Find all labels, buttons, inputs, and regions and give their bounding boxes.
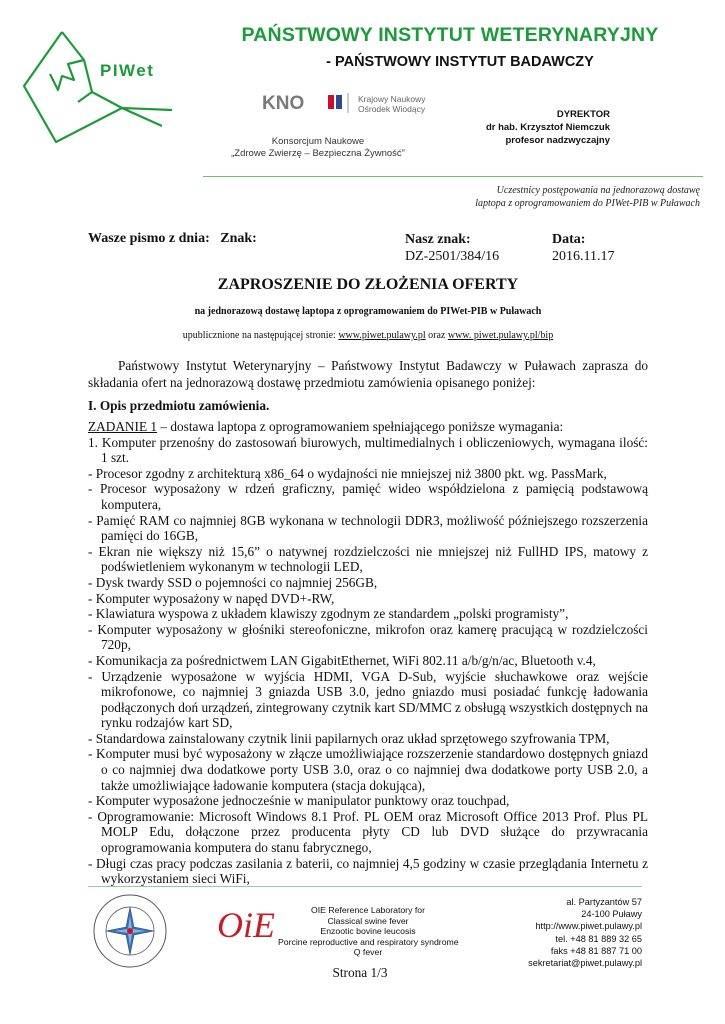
consortium-line-2: „Zdrowe Zwierzę – Bezpieczna Żywność”: [231, 148, 405, 159]
sign-label: Znak:: [220, 231, 257, 246]
published-prefix: upublicznione na następującej stronie:: [182, 330, 336, 341]
kno-logo-bar-blue: [336, 95, 342, 109]
header-divider: [203, 176, 703, 177]
letter-reference: [88, 231, 257, 247]
list-item: - Standardowa zainstalowany czytnik linii papilarnych oraz układ sprzętowego szyfrowania TPM,: [88, 730, 610, 746]
kno-logo-text: KNO: [262, 93, 305, 114]
link-bip[interactable]: www. piwet.pulawy.pl/bip: [447, 330, 554, 341]
oie-line: Classical swine fever: [327, 915, 409, 926]
address-fax: faks +48 81 887 71 00: [550, 945, 642, 956]
oie-line: Q fever: [353, 947, 383, 958]
address-email[interactable]: sekretariat@piwet.pulawy.pl: [528, 958, 642, 969]
our-sign-value: DZ-2501/384/16: [405, 249, 500, 264]
address-city: 24-100 Puławy: [581, 909, 642, 920]
list-item: - Oprogramowanie: Microsoft Windows 8.1 Prof. PL OEM oraz Microsoft Office 2013 Prof. Plus PL MOLP Edu, dołączone przez producenta płyty CD lub DVD służące do przywracania oprogramowania komputera do stanu fabrycznego,: [88, 808, 648, 856]
oie-logo: [215, 905, 283, 945]
oie-reference-list: [278, 905, 459, 958]
date-label: Data:: [552, 232, 586, 247]
director-title: profesor nadzwyczajny: [505, 135, 610, 146]
published-line: [88, 330, 648, 341]
date-block: [552, 231, 614, 265]
list-item: - Komputer wyposażony w napęd DVD+-RW,: [88, 590, 335, 606]
oie-line: Enzootic bovine leucosis: [320, 926, 416, 937]
recipient-line-1: Uczestnicy postępowania na jednorazową dostawę: [496, 185, 700, 196]
piwet-logo-text: PIWet: [100, 61, 155, 80]
list-item: - Procesor zgodny z architekturą x86_64 o wydajności nie mniejszej niż 3800 pkt. wg. PassMark,: [88, 465, 607, 481]
list-item: - Urządzenie wyposażone w wyjścia HDMI, VGA D-Sub, wyjście słuchawkowe oraz wejście mikrofonowe, co najmniej 3 gniazda USB 3.0, jedno gniazdo musi posiadać funkcję ładowania podłączonych doń urządzeń, zintegrowany czytnik kart SD/MMC z obsługą wszystkich dostępnych na rynku rodzajów kart SD,: [88, 668, 648, 731]
list-item: - Dysk twardy SSD o pojemności co najmniej 256GB,: [88, 574, 378, 590]
director-role: DYREKTOR: [556, 109, 610, 120]
letter-date-label: Wasze pismo z dnia:: [88, 231, 210, 246]
document-subtitle: na jednorazową dostawę laptopa z oprogramowaniem do PIWet-PIB w Puławach: [194, 306, 542, 317]
page-number: Strona 1/3: [332, 965, 388, 980]
address-block: [490, 896, 642, 969]
list-item: 1. Komputer przenośny do zastosowań biurowych, multimedialnych i obliczeniowych, wymagana ilość: 1 szt.: [88, 434, 648, 466]
task-heading: [88, 419, 648, 435]
piwet-logo: [22, 30, 202, 150]
intro-paragraph: [88, 357, 648, 391]
list-item: - Pamięć RAM co najmniej 8GB wykonana w technologii DDR3, możliwość późniejszego rozszerzenia pamięci do 16GB,: [88, 512, 648, 544]
list-item: - Komputer wyposażone jednocześnie w manipulator punktowy oraz touchpad,: [88, 793, 510, 809]
kno-logo-bar-red: [328, 95, 334, 109]
recipient-line-2: laptopa z oprogramowaniem do PIWet-PIB w Puławach: [475, 198, 700, 209]
document-title: ZAPROSZENIE DO ZŁOŻENIA OFERTY: [217, 276, 519, 293]
date-value: 2016.11.17: [552, 249, 615, 264]
oie-line: OIE Reference Laboratory for: [311, 905, 425, 915]
oie-line: Porcine reproductive and respiratory syndrome: [278, 936, 459, 947]
link-piwet[interactable]: www.piwet.pulawy.pl: [338, 330, 426, 341]
kno-logo: [262, 91, 354, 115]
our-sign-label: Nasz znak:: [405, 232, 471, 247]
address-street: al. Partyzantów 57: [566, 897, 642, 907]
published-conj: oraz: [428, 330, 446, 341]
list-item: - Komputer musi być wyposażony w złącze umożliwiające rozszerzenie standardowo dostępnych gniazd o co najmniej dwa dodatkowe porty USB 3.0, oraz o co najmniej dwa dodatkowe porty USB 2.0, a także umożliwiające ładowanie komputera (stacja dokująca),: [88, 746, 648, 793]
director-name: dr hab. Krzysztof Niemczuk: [485, 122, 610, 133]
list-item: - Ekran nie większy niż 15,6” o natywnej rozdzielczości nie mniejszej niż FullHD IPS, matowy z podświetleniem wykonanym w technologii LED,: [88, 543, 648, 575]
list-item: - Procesor wyposażony w rdzeń graficzny, pamięć wideo współdzielona z pamięcią podstawową komputera,: [88, 481, 648, 512]
intro-text: Państwowy Instytut Weterynaryjny – Państwowy Instytut Badawczy w Puławach zaprasza do składania ofert na jednorazową dostawę przedmiotu zamówienia opisanego poniżej:: [88, 358, 648, 390]
kno-label: [358, 94, 426, 114]
address-website[interactable]: http://www.piwet.pulawy.pl: [535, 921, 642, 932]
list-item: - Klawiatura wyspowa z układem klawiszy zgodnym ze standardem „polski programisty”,: [88, 606, 569, 622]
institute-title: PAŃSTWOWY INSTYTUT WETERYNARYJNY: [241, 24, 659, 46]
list-item: - Komunikacja za pośrednictwem LAN GigabitEthernet, WiFi 802.11 a/b/g/n/ac, Bluetooth v.4,: [88, 652, 596, 668]
section-title: I. Opis przedmiotu zamówienia.: [88, 398, 270, 413]
director-block: [470, 108, 610, 147]
task-label: ZADANIE 1: [88, 419, 158, 434]
our-sign: [405, 231, 499, 265]
footer-divider: [88, 886, 642, 887]
address-phone: tel. +48 81 889 32 65: [555, 933, 642, 944]
task-rest: – dostawa laptopa z oprogramowaniem spełniającego poniższe wymagania:: [157, 419, 564, 434]
institute-subtitle: - PAŃSTWOWY INSTYTUT BADAWCZY: [326, 54, 594, 70]
oie-logo-text: OiE: [217, 905, 275, 945]
recipient-block: [380, 184, 700, 210]
consortium-line-1: Konsorcjum Naukowe: [271, 136, 365, 147]
list-item: - Komputer wyposażony w głośniki stereofoniczne, mikrofon oraz kamerę pracującą w rozdzielczości 720p,: [88, 621, 648, 653]
requirements-list: [88, 419, 648, 887]
consortium: [205, 136, 431, 160]
kno-line-1: Krajowy Naukowy: [358, 94, 426, 104]
list-item: - Długi czas pracy podczas zasilania z baterii, co najmniej 4,5 godziny w czasie przeglądania Internetu z wykorzystaniem sieci WiFi,: [88, 855, 648, 887]
research-institute-seal: [92, 893, 168, 969]
kno-line-2: Ośrodek Wiodący: [358, 104, 426, 114]
